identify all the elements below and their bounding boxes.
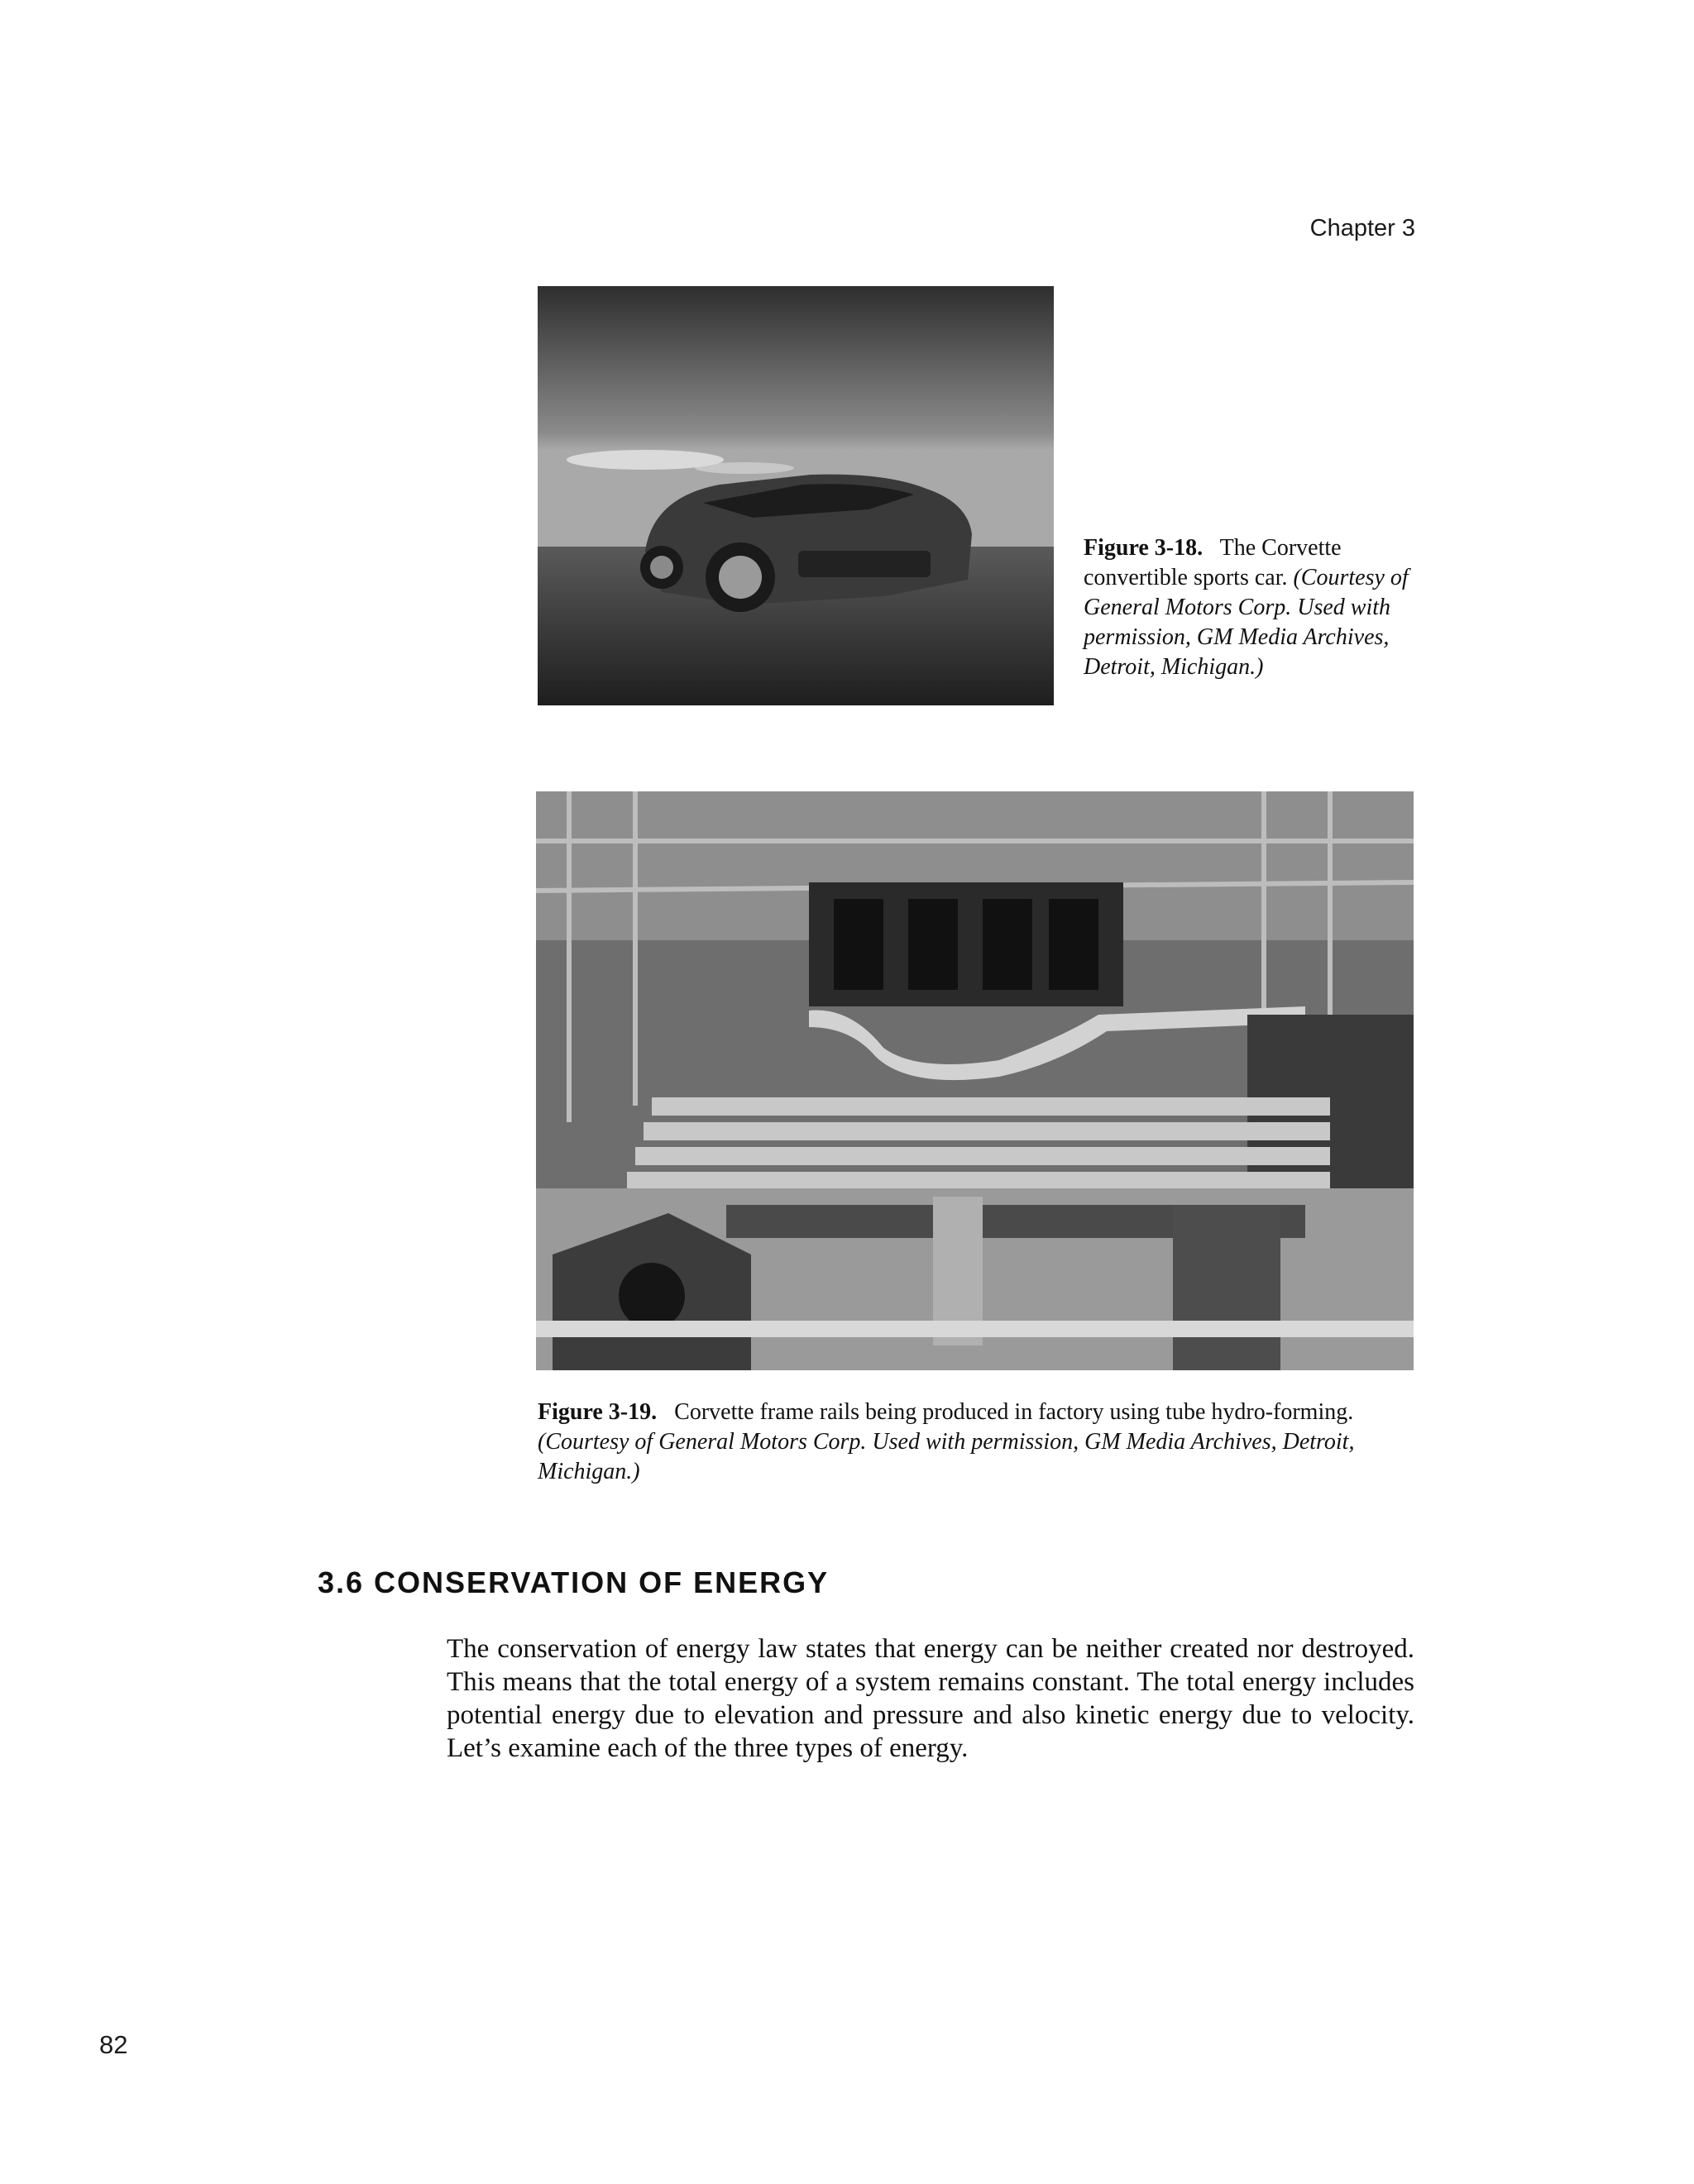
figure-label: Figure 3-18. xyxy=(1084,535,1204,561)
section-heading: 3.6 CONSERVATION OF ENERGY xyxy=(318,1565,830,1599)
figure-3-19-caption xyxy=(538,1398,1414,1487)
body-paragraph: The conservation of energy law states that energy can be neither created nor destroyed. This means that the total energy of a system remains constant. The total energy includes potential energy due to elevation and pressure and also kinetic energy due to velocity. Let’s examine each of the three types of energy. xyxy=(447,1634,1414,1763)
caption-text: The Corvette convertible sports car. xyxy=(1084,535,1342,590)
factory-photo xyxy=(536,791,1414,1370)
caption-credit: (Courtesy of General Motors Corp. Used with permission, GM Media Archives, Detroit, Michigan.) xyxy=(538,1429,1355,1484)
figure-label: Figure 3-19. xyxy=(538,1399,658,1425)
figure-3-18-caption xyxy=(1084,533,1431,682)
running-head: Chapter 3 xyxy=(1309,215,1415,241)
page-number: 82 xyxy=(99,2030,128,2059)
corvette-photo xyxy=(538,286,1054,705)
caption-text: Corvette frame rails being produced in factory using tube hydro-forming. xyxy=(674,1399,1354,1425)
caption-credit: (Courtesy of General Motors Corp. Used with permission, GM Media Archives, Detroit, Michigan.) xyxy=(1084,565,1409,680)
